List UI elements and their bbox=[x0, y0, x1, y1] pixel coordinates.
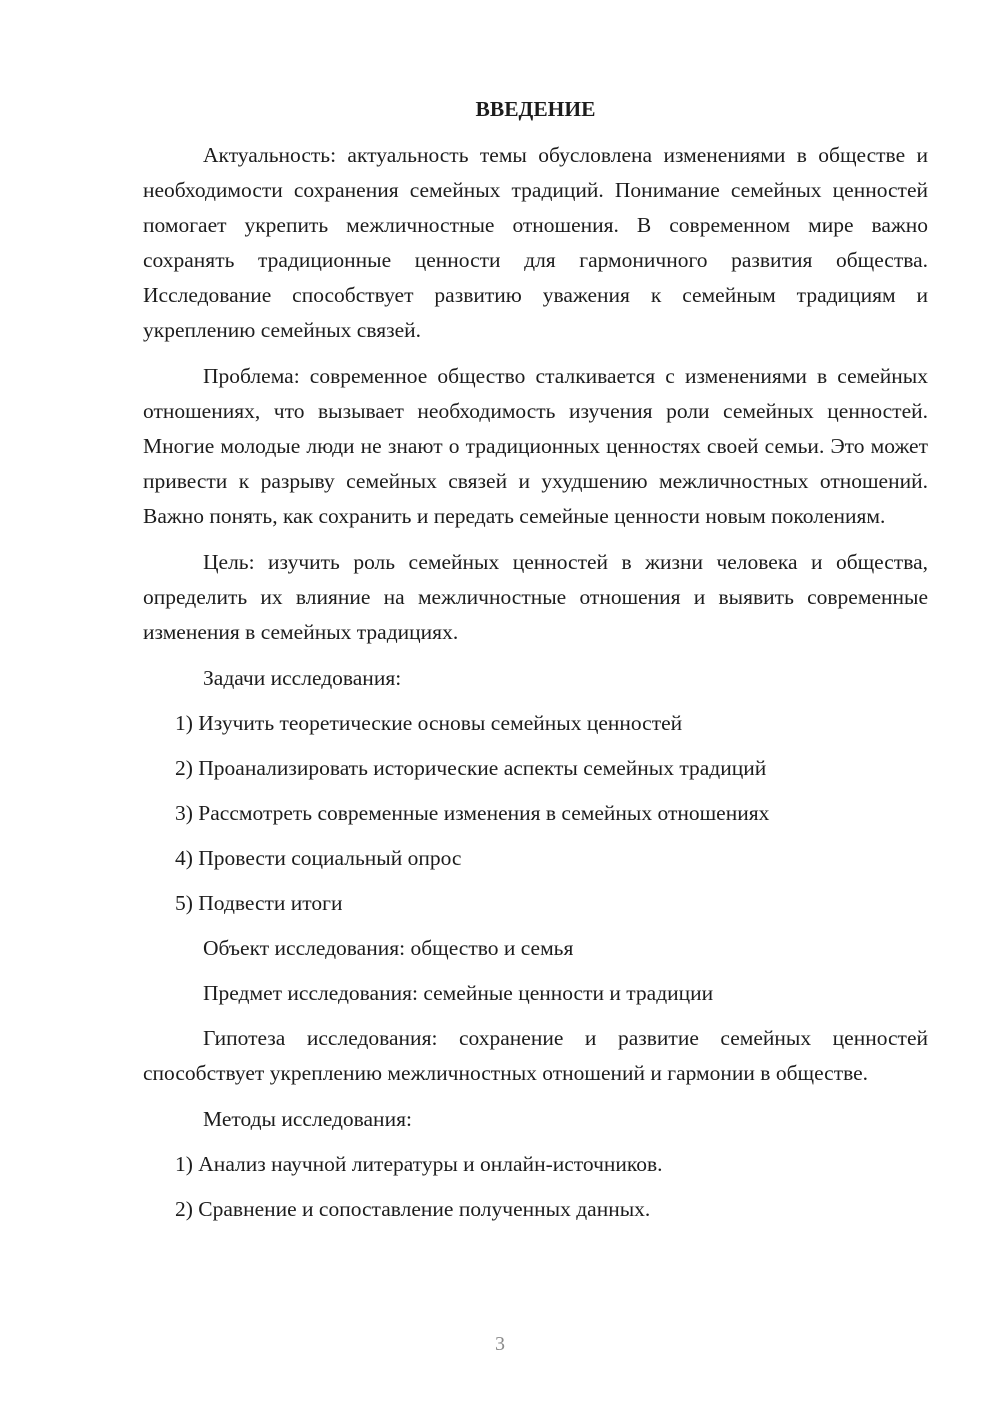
research-object: Объект исследования: общество и семья bbox=[203, 936, 574, 960]
methods-heading: Методы исследования: bbox=[203, 1107, 412, 1131]
problem-paragraph: Проблема: современное общество сталкивается с изменениями в семейных отношениях, что вызывает необходимость изучения роли семейных ценностей. Многие молодые люди не знают о традиционных ценностях своей семьи. Это может привести к разрыву семейных связей и ухудшению межличностных отношений. Важно понять, как сохранить и передать семейные ценности новым поколениям. bbox=[143, 364, 928, 528]
task-item: 2) Проанализировать исторические аспекты семейных традиций bbox=[175, 756, 767, 780]
tasks-heading: Задачи исследования: bbox=[203, 666, 402, 690]
hypothesis-paragraph: Гипотеза исследования: сохранение и развитие семейных ценностей способствует укреплению межличностных отношений и гармонии в обществе. bbox=[143, 1026, 928, 1085]
method-item: 1) Анализ научной литературы и онлайн-источников. bbox=[175, 1152, 663, 1176]
task-item: 4) Провести социальный опрос bbox=[175, 846, 462, 870]
page-number: 3 bbox=[495, 1333, 505, 1355]
task-item: 1) Изучить теоретические основы семейных ценностей bbox=[175, 711, 683, 735]
task-item: 3) Рассмотреть современные изменения в семейных отношениях bbox=[175, 801, 770, 825]
task-item: 5) Подвести итоги bbox=[175, 891, 343, 915]
relevance-paragraph: Актуальность: актуальность темы обусловлена изменениями в обществе и необходимости сохранения семейных традиций. Понимание семейных ценностей помогает укрепить межличностные отношения. В современном мире важно сохранять традиционные ценности для гармоничного развития общества. Исследование способствует развитию уважения к семейным традициям и укреплению семейных связей. bbox=[143, 143, 928, 342]
methods-list bbox=[143, 1147, 928, 1227]
tasks-list bbox=[143, 706, 928, 921]
page-title: ВВЕДЕНИЕ bbox=[475, 97, 596, 121]
research-subject: Предмет исследования: семейные ценности и традиции bbox=[203, 981, 714, 1005]
document-page bbox=[143, 92, 928, 1237]
method-item: 2) Сравнение и сопоставление полученных данных. bbox=[175, 1197, 651, 1221]
goal-paragraph: Цель: изучить роль семейных ценностей в жизни человека и общества, определить их влияние на межличностные отношения и выявить современные изменения в семейных традициях. bbox=[143, 550, 928, 644]
